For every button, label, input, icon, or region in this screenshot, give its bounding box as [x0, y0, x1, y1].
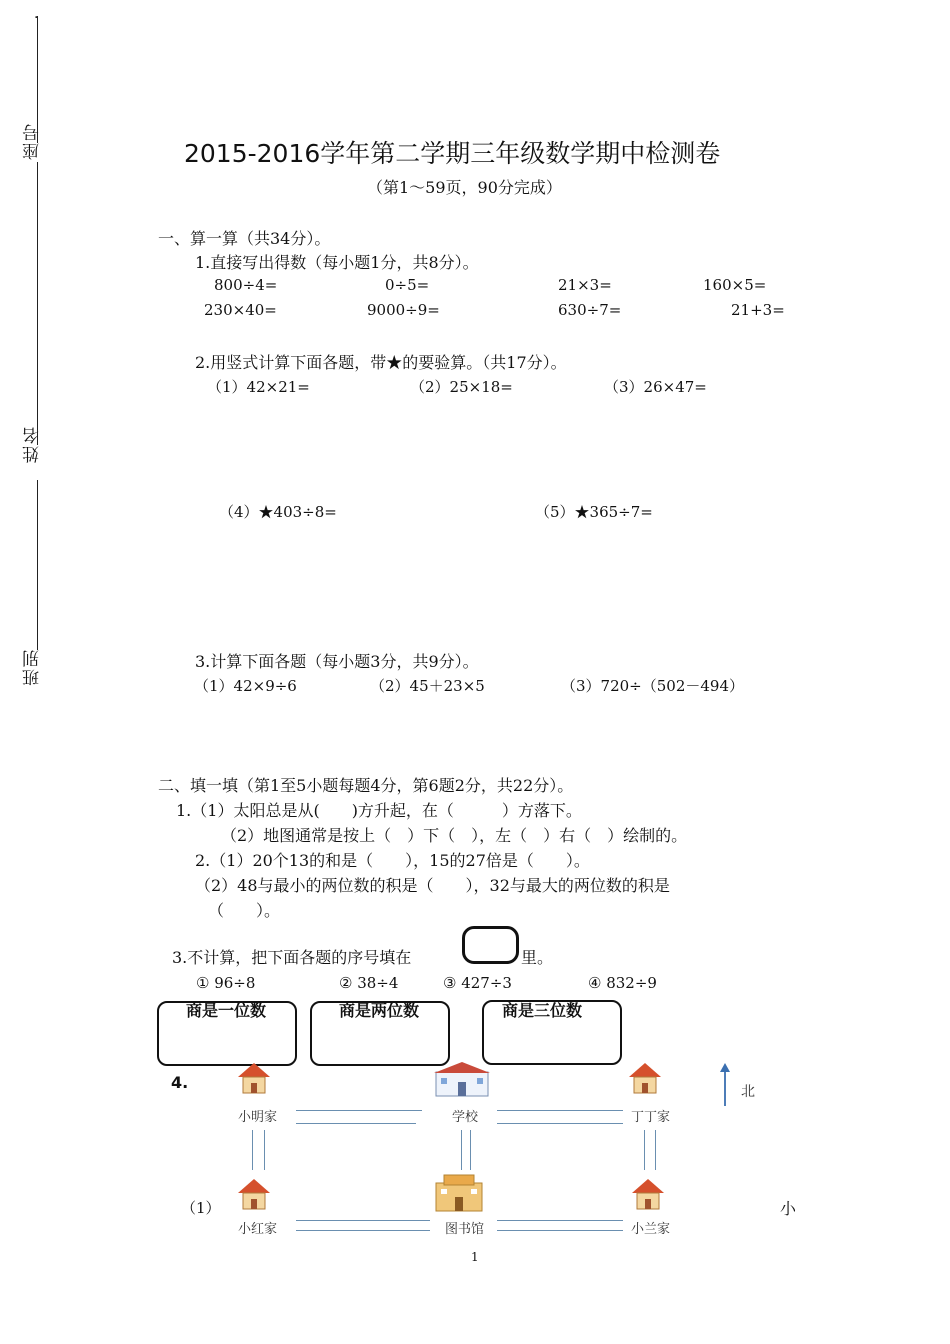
page-title: 2015-2016学年第二学期三年级数学期中检测卷 [184, 139, 721, 168]
road-bottom-left-b [296, 1230, 430, 1231]
road-top-right-a [497, 1110, 623, 1111]
house-icon-dingding [627, 1060, 663, 1096]
s2-q2c: （ ）。 [208, 901, 281, 920]
map-label-school: 学校 [452, 1110, 479, 1125]
q1-item-4: 160×5= [703, 276, 767, 294]
answer-box-one-digit-label: 商是一位数 [186, 1001, 267, 1020]
s2-q3-item-4: ④ 832÷9 [588, 974, 657, 992]
q1-label: 1.直接写出得数（每小题1分，共8分）。 [195, 253, 479, 272]
page-number: 1 [471, 1250, 479, 1264]
s2-q3-item-2: ② 38÷4 [339, 974, 399, 992]
road-top-left-b [296, 1123, 416, 1124]
q2-item-3: （3）26×47= [604, 378, 707, 396]
q3-item-3: （3）720÷（502－494） [561, 677, 745, 695]
map-label-dingding: 丁丁家 [631, 1110, 671, 1125]
margin-dot: . [34, 6, 39, 22]
name-label: 姓名 [23, 425, 43, 463]
section1-heading: 一、算一算（共34分）。 [158, 229, 331, 248]
road-right-a [644, 1130, 645, 1170]
road-top-left-a [296, 1110, 422, 1111]
q1-item-1: 800÷4= [214, 276, 278, 294]
section2-heading: 二、填一填（第1至5小题每题4分，第6题2分，共22分）。 [158, 776, 574, 795]
s2-q2a: 2.（1）20个13的和是（ ），15的27倍是（ ）。 [195, 851, 590, 870]
answer-box-sample [462, 926, 519, 964]
q3-item-1: （1）42×9÷6 [194, 677, 297, 695]
road-left-a [252, 1130, 253, 1170]
map-label-library: 图书馆 [445, 1222, 485, 1237]
house-icon-xiaohong [236, 1176, 272, 1212]
name-line [37, 162, 38, 445]
q3-item-2: （2）45＋23×5 [370, 677, 485, 695]
s2-q3-item-3: ③ 427÷3 [443, 974, 512, 992]
q2-label: 2.用竖式计算下面各题，带★的要验算。（共17分）。 [195, 353, 567, 372]
page-subtitle: （第1～59页，90分完成） [367, 178, 562, 197]
q4-sub1: （1） [181, 1199, 221, 1217]
map-label-xiaoming: 小明家 [238, 1110, 278, 1125]
answer-box-three-digit-label: 商是三位数 [502, 1001, 583, 1020]
q1-item-2: 0÷5= [385, 276, 430, 294]
road-bottom-right-b [497, 1230, 623, 1231]
road-right-b [655, 1130, 656, 1170]
s2-q2b: （2）48与最小的两位数的积是（ ），32与最大的两位数的积是 [195, 876, 670, 895]
s2-q1b: （2）地图通常是按上（ ）下（ ），左（ ）右（ ）绘制的。 [221, 826, 688, 845]
q2-item-2: （2）25×18= [410, 378, 513, 396]
map-label-xiaolan: 小兰家 [631, 1222, 671, 1237]
q1-item-6: 9000÷9= [367, 301, 440, 319]
q1-item-3: 21×3= [558, 276, 612, 294]
q4-number: 4. [171, 1073, 189, 1092]
road-left-b [264, 1130, 265, 1170]
q3-label: 3.计算下面各题（每小题3分，共9分）。 [195, 652, 479, 671]
q4-trailing-text: 小 [780, 1199, 797, 1218]
q2-item-1: （1）42×21= [207, 378, 310, 396]
road-top-right-b [497, 1123, 623, 1124]
school-icon [432, 1060, 492, 1098]
north-arrow-icon [718, 1063, 732, 1107]
s2-q3-label: 3.不计算，把下面各题的序号填在 [172, 948, 412, 967]
s2-q3-label-end: 里。 [521, 948, 554, 967]
answer-box-two-digit-label: 商是两位数 [339, 1001, 420, 1020]
class-label: 班别 [23, 648, 43, 686]
q1-item-8: 21+3= [731, 301, 785, 319]
map-label-xiaohong: 小红家 [238, 1222, 278, 1237]
road-middle-b [470, 1130, 471, 1170]
s2-q1a: 1.（1）太阳总是从( )方升起，在（ ）方落下。 [176, 801, 582, 820]
library-icon [432, 1171, 486, 1213]
house-icon-xiaoming [236, 1060, 272, 1096]
road-bottom-left-a [296, 1220, 430, 1221]
house-icon-xiaolan [630, 1176, 666, 1212]
s2-q3-item-1: ① 96÷8 [196, 974, 256, 992]
road-bottom-right-a [497, 1220, 623, 1221]
seat-label: 座号 [23, 122, 43, 160]
class-line [37, 480, 38, 650]
road-middle-a [461, 1130, 462, 1170]
q2-item-5: （5）★365÷7= [535, 503, 653, 521]
q1-item-7: 630÷7= [558, 301, 622, 319]
q1-item-5: 230×40= [204, 301, 277, 319]
north-label: 北 [741, 1084, 755, 1100]
q2-item-4: （4）★403÷8= [219, 503, 337, 521]
